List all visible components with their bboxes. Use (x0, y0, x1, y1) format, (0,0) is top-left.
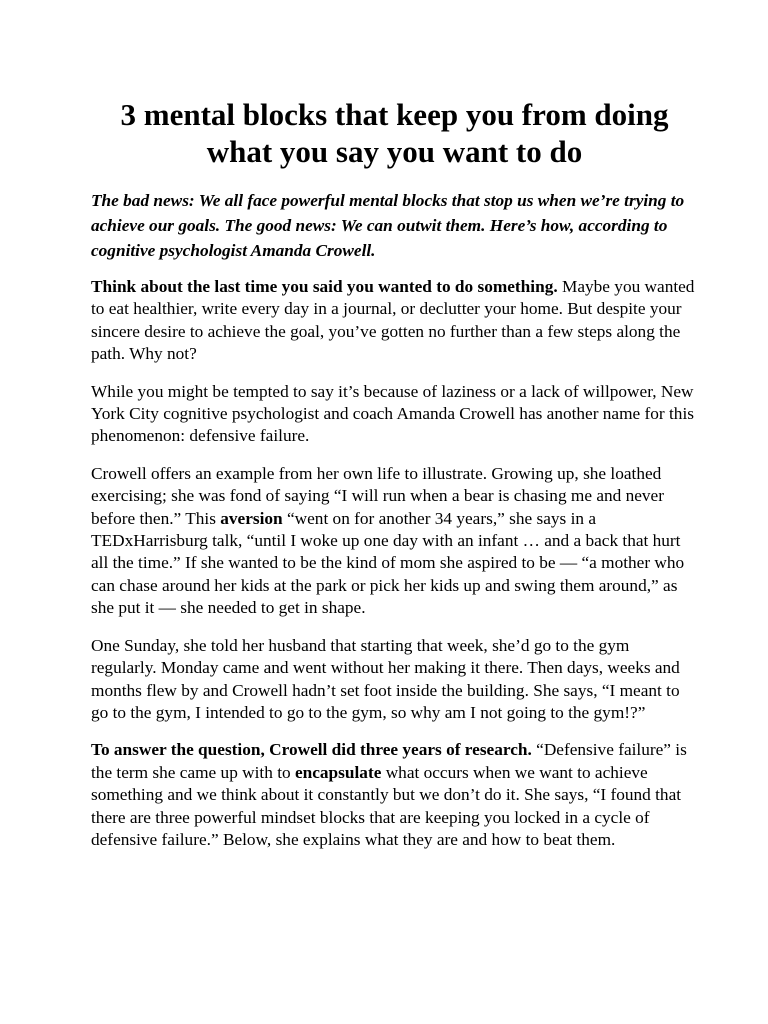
article-intro: The bad news: We all face powerful mental blocks that stop us when we’re trying to achieve our goals. The good news: We can outwit them. Here’s how, according to cognitive psychologist Amanda Crowell. (91, 191, 685, 260)
paragraph-3-text-a: Crowell offers an example from her own life to illustrate. Growing up, she loathed exercising; she was fond of saying “I will run when a bear is chasing me and never before then.” This (91, 463, 664, 528)
paragraph-3-text-b: “went on for another 34 years,” she says in a TEDxHarrisburg talk, “until I woke up one day with an infant … and a back that hurt all the time.” If she wanted to be the kind of mom she aspired to be — “a mother who can chase around her kids at the park or pick her kids up and swing them around,” as she put it — she needed to get in shape. (91, 508, 685, 618)
article-title-line-2: what you say you want to do (206, 134, 583, 169)
paragraph-3 (91, 463, 698, 620)
paragraph-5 (91, 739, 698, 851)
paragraph-1 (91, 276, 698, 366)
paragraph-5-text-b: what occurs when we want to achieve something and we think about it constantly but we don’t do it. She says, “I found that there are three powerful mindset blocks that are keeping you locked in a cycle of defensive failure.” Below, she explains what they are and how to beat them. (91, 762, 682, 849)
paragraph-5-bold-word: encapsulate (294, 762, 382, 782)
paragraph-1-text: Maybe you wanted to eat healthier, write every day in a journal, or declutter your home. But despite your sincere desire to achieve the goal, you’ve gotten no further than a few steps along the path. Why not? (91, 277, 695, 364)
paragraph-2: While you might be tempted to say it’s because of laziness or a lack of willpower, New York City cognitive psychologist and coach Amanda Crowell has another name for this phenomenon: defensive failure. (91, 381, 694, 446)
article-title-line-1: 3 mental blocks that keep you from doing (120, 97, 669, 132)
article-title (91, 96, 698, 170)
paragraph-5-lead: To answer the question, Crowell did three years of research. (91, 740, 532, 760)
paragraph-1-lead: Think about the last time you said you wanted to do something. (91, 277, 558, 296)
paragraph-5-text-a: “Defensive failure” is the term she came up with to (91, 740, 687, 782)
paragraph-4: One Sunday, she told her husband that starting that week, she’d go to the gym regularly. Monday came and went without her making it there. Then days, weeks and months flew by and Crowell hadn’t set foot inside the building. She says, “I meant to go to the gym, I intended to go to the gym, so why am I not going to the gym!?” (91, 635, 680, 722)
paragraph-3-bold-word: aversion (220, 508, 283, 528)
